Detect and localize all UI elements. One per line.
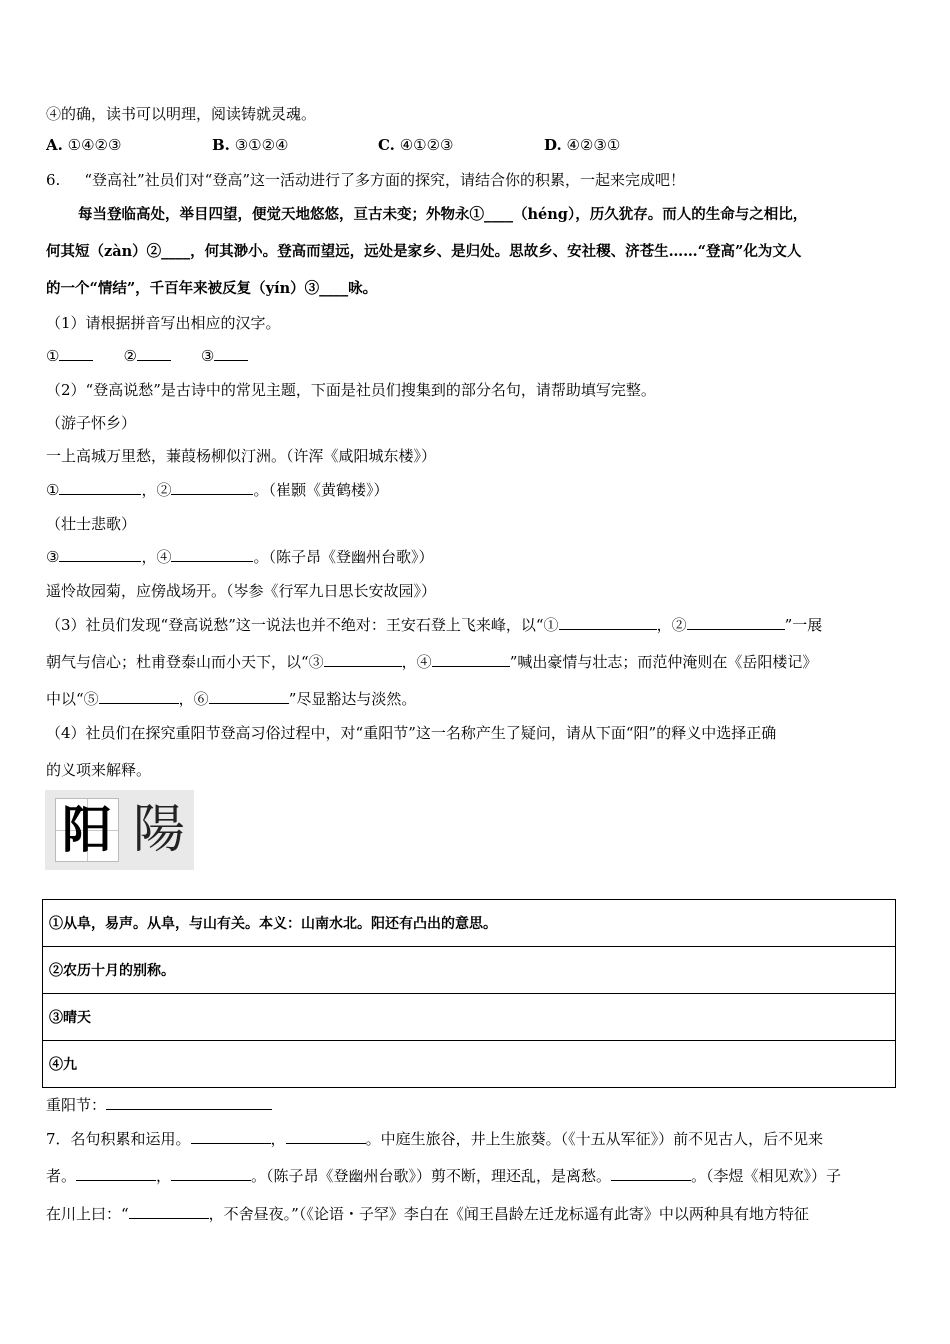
q6-sub3-line-2: 朝气与信心；杜甫登泰山而小天下，以“③ ，④ ”喊出豪情与壮志；而范仲淹则在《岳阳楼记》 — [46, 653, 818, 671]
blank-fill-3[interactable] — [59, 547, 141, 562]
blank-3[interactable] — [214, 346, 248, 361]
table-row — [43, 947, 896, 994]
option-c[interactable]: C. ④①②③ — [378, 136, 454, 154]
q7-line-1: 7．名句积累和运用。 ， 。中庭生旅谷，井上生旅葵。（《十五从军征》）前不见古人，后不见来 — [46, 1130, 824, 1148]
table-row — [43, 900, 896, 947]
modern-yang-glyph: 阳 — [55, 798, 119, 862]
definition-table — [42, 899, 896, 1088]
blank-q7-5[interactable] — [611, 1166, 691, 1181]
q7-line-2: 者。 ， 。（陈子昂《登幽州台歌》）剪不断，理还乱，是离愁。 。（李煜《相见欢》）子 — [46, 1167, 842, 1185]
q6-poem-2: 遥怜故园菊，应傍战场开。（岑参《行军九日思长安故园》） — [46, 582, 437, 600]
blank-1[interactable] — [59, 346, 93, 361]
q6-sub3-line-1: （3）社员们发现“登高说愁”这一说法也并不绝对：王安石登上飞来峰，以“① ，② ”一展 — [46, 616, 823, 634]
blank-sub3-3[interactable] — [324, 652, 402, 667]
blank-fill-1[interactable] — [59, 480, 141, 495]
definition-3: ③晴天 — [43, 994, 896, 1041]
q5-options — [46, 135, 620, 155]
q5-item4: ④的确，读书可以明理，阅读铸就灵魂。 — [46, 105, 317, 123]
blank-sub3-6[interactable] — [209, 689, 289, 704]
q6-passage-line-2: 何其短（zàn）②____，何其渺小。登高而望远，远处是家乡、是归处。思故乡、安社稷、济苍生……“登高”化为文人 — [46, 243, 802, 260]
table-row — [43, 1041, 896, 1088]
option-d[interactable]: D. ④②③① — [544, 136, 621, 154]
q6-sub1: （1）请根据拼音写出相应的汉字。 — [46, 314, 281, 332]
blank-fill-2[interactable] — [171, 480, 253, 495]
definition-4: ④九 — [43, 1041, 896, 1088]
yang-character-image — [45, 790, 194, 870]
blank-q7-6[interactable] — [129, 1204, 209, 1219]
blank-q7-2[interactable] — [286, 1129, 366, 1144]
q6-fill-2: ③ ，④ 。（陈子昂《登幽州台歌》） — [46, 548, 434, 566]
q6-category-1: （游子怀乡） — [46, 414, 137, 432]
q6-sub4-line-1: （4）社员们在探究重阳节登高习俗过程中，对“重阳节”这一名称产生了疑问，请从下面“阳”的释义中选择正确 — [46, 724, 777, 742]
q6-poem-1: 一上高城万里愁，蒹葭杨柳似汀洲。（许浑《咸阳城东楼》） — [46, 447, 437, 465]
q6-intro: 6. “登高社”社员们对“登高”这一活动进行了多方面的探究，请结合你的积累，一起来完成吧！ — [46, 171, 685, 189]
option-a[interactable]: A. ①④②③ — [46, 136, 122, 154]
blank-q7-1[interactable] — [191, 1129, 271, 1144]
blank-sub3-1[interactable] — [559, 615, 657, 630]
answer-blank[interactable] — [106, 1095, 272, 1110]
blank-sub3-5[interactable] — [99, 689, 179, 704]
blank-sub3-4[interactable] — [432, 652, 510, 667]
q6-sub4-line-2: 的义项来解释。 — [46, 761, 152, 779]
q6-sub2: （2）“登高说愁”是古诗中的常见主题，下面是社员们搜集到的部分名句，请帮助填写完整。 — [46, 381, 656, 399]
q6-passage-line-1: 每当登临高处，举目四望，便觉天地悠悠，亘古未变；外物永①____（héng），历久犹存。而人的生命与之相比， — [78, 206, 808, 223]
q6-answer-line: 重阳节： — [46, 1095, 272, 1115]
q6-category-2: （壮士悲歌） — [46, 515, 137, 533]
blank-q7-3[interactable] — [76, 1166, 156, 1181]
q6-fill-1: ① ，② 。（崔颢《黄鹤楼》） — [46, 481, 389, 499]
q6-sub3-line-3: 中以“⑤ ，⑥ ”尽显豁达与淡然。 — [46, 690, 417, 708]
option-b[interactable]: B. ③①②④ — [212, 136, 289, 154]
q6-passage-line-3: 的一个“情结”，千百年来被反复（yín）③____咏。 — [46, 280, 378, 297]
definition-2: ②农历十月的别称。 — [43, 947, 896, 994]
blank-2[interactable] — [137, 346, 171, 361]
blank-sub3-2[interactable] — [687, 615, 785, 630]
blank-fill-4[interactable] — [171, 547, 253, 562]
table-row — [43, 994, 896, 1041]
definition-1: ①从阜，易声。从阜，与山有关。本义：山南水北。阳还有凸出的意思。 — [43, 900, 896, 947]
seal-yang-glyph: 陽 — [132, 800, 185, 860]
q6-sub1-blanks: ① ② ③ — [46, 346, 248, 366]
q7-line-3: 在川上曰：“ ，不舍昼夜。”（《论语・子罕》李白在《闻王昌龄左迁龙标遥有此寄》中以两种具有地方特征 — [46, 1205, 809, 1223]
blank-q7-4[interactable] — [171, 1166, 251, 1181]
